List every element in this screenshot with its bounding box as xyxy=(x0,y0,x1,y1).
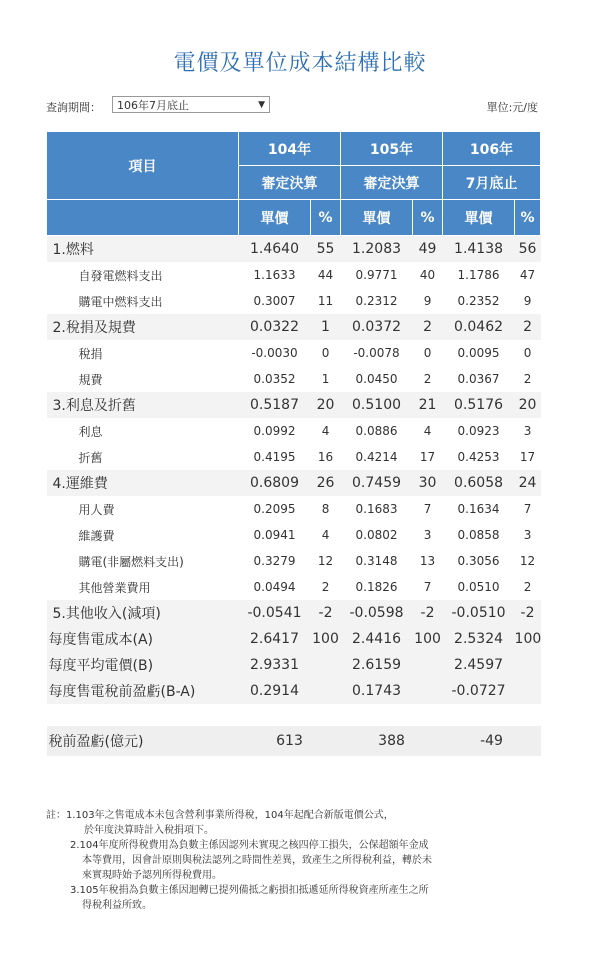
unit-price-cell: 0.0352 xyxy=(239,366,311,392)
header-pct: % xyxy=(515,200,541,236)
page-title: 電價及單位成本結構比較 xyxy=(173,51,427,76)
percent-cell: 7 xyxy=(413,574,443,600)
unit-price-cell: 0.5100 xyxy=(341,392,413,418)
percent-cell: 17 xyxy=(413,444,443,470)
percent-cell: 3 xyxy=(515,522,541,548)
row-label: 規費 xyxy=(47,366,239,392)
note-line: 3.105年稅捐為負數主係因迴轉已提列備抵之虧損扣抵遞延所得稅資產所產生之所 xyxy=(70,885,429,896)
unit-price-cell: 1.4640 xyxy=(239,236,311,263)
unit-price-cell: 2.5324 xyxy=(443,626,515,652)
note-line: 於年度決算時計入稅捐項下。 xyxy=(84,825,214,836)
table-row xyxy=(47,600,541,626)
percent-cell: 3 xyxy=(413,522,443,548)
unit-price-cell: -0.0030 xyxy=(239,340,311,366)
percent-cell: 100 xyxy=(311,626,341,652)
row-label: 維護費 xyxy=(47,522,239,548)
table-subrow xyxy=(47,444,541,470)
unit-price-cell: 1.1786 xyxy=(443,262,515,288)
percent-cell: 1 xyxy=(311,314,341,340)
unit-price-cell: 1.2083 xyxy=(341,236,413,263)
unit-price-cell: 0.2352 xyxy=(443,288,515,314)
percent-cell: 100 xyxy=(413,626,443,652)
row-label: 利息 xyxy=(47,418,239,444)
unit-price-cell: 2.6417 xyxy=(239,626,311,652)
unit-price-cell: 0.5187 xyxy=(239,392,311,418)
profit-value-104: 613 xyxy=(239,726,341,756)
percent-cell: 100 xyxy=(515,626,541,652)
percent-cell: 4 xyxy=(311,418,341,444)
unit-price-cell: -0.0078 xyxy=(341,340,413,366)
percent-cell: 2 xyxy=(311,574,341,600)
percent-cell: 17 xyxy=(515,444,541,470)
row-label: 2.稅捐及規費 xyxy=(47,314,239,340)
percent-cell: 44 xyxy=(311,262,341,288)
header-price: 單價 xyxy=(239,200,311,236)
percent-cell: 2 xyxy=(515,366,541,392)
percent-cell: 12 xyxy=(311,548,341,574)
percent-cell: 20 xyxy=(311,392,341,418)
unit-price-cell: 0.7459 xyxy=(341,470,413,496)
unit-price-cell: 0.0322 xyxy=(239,314,311,340)
unit-price-cell: 0.3056 xyxy=(443,548,515,574)
header-year-105: 105年 xyxy=(341,132,443,166)
percent-cell: 2 xyxy=(515,314,541,340)
unit-price-cell: -0.0598 xyxy=(341,600,413,626)
unit-price-cell: 0.0367 xyxy=(443,366,515,392)
percent-cell xyxy=(515,678,541,704)
unit-price-cell: 2.4416 xyxy=(341,626,413,652)
percent-cell: 47 xyxy=(515,262,541,288)
profit-label: 稅前盈虧(億元) xyxy=(47,726,239,756)
notes-prefix: 註： xyxy=(46,810,66,821)
unit-price-cell: 0.6058 xyxy=(443,470,515,496)
header-pct: % xyxy=(311,200,341,236)
unit-price-cell: 1.1633 xyxy=(239,262,311,288)
percent-cell xyxy=(413,678,443,704)
table-subrow xyxy=(47,262,541,288)
percent-cell: -2 xyxy=(311,600,341,626)
percent-cell: 11 xyxy=(311,288,341,314)
table-row xyxy=(47,314,541,340)
profit-row xyxy=(47,726,541,756)
percent-cell: 49 xyxy=(413,236,443,263)
percent-cell: 55 xyxy=(311,236,341,263)
unit-price-cell: 0.4195 xyxy=(239,444,311,470)
percent-cell: 13 xyxy=(413,548,443,574)
header-price: 單價 xyxy=(341,200,413,236)
percent-cell xyxy=(311,652,341,678)
table-summary-row xyxy=(47,678,541,704)
unit-price-cell: 0.0941 xyxy=(239,522,311,548)
unit-price-cell: 0.5176 xyxy=(443,392,515,418)
row-label: 1.燃料 xyxy=(47,236,239,263)
percent-cell: 8 xyxy=(311,496,341,522)
table-subrow xyxy=(47,288,541,314)
unit-price-cell: -0.0510 xyxy=(443,600,515,626)
percent-cell: 0 xyxy=(413,340,443,366)
percent-cell: 0 xyxy=(515,340,541,366)
unit-price-cell: 0.3007 xyxy=(239,288,311,314)
table-subrow xyxy=(47,496,541,522)
unit-price-cell: 0.2914 xyxy=(239,678,311,704)
row-label: 購電中燃料支出 xyxy=(47,288,239,314)
note-line: 來實現時始予認列所得稅費用。 xyxy=(82,870,222,881)
unit-price-cell: 0.0992 xyxy=(239,418,311,444)
table-row xyxy=(47,236,541,263)
unit-price-cell: 0.0886 xyxy=(341,418,413,444)
percent-cell: 4 xyxy=(311,522,341,548)
row-label: 用人費 xyxy=(47,496,239,522)
row-label: 折舊 xyxy=(47,444,239,470)
table-row xyxy=(47,392,541,418)
unit-price-cell: 0.0494 xyxy=(239,574,311,600)
header-price: 單價 xyxy=(443,200,515,236)
table-summary-row xyxy=(47,652,541,678)
spacer-row xyxy=(47,704,541,726)
unit-price-cell: 0.0095 xyxy=(443,340,515,366)
percent-cell: 1 xyxy=(311,366,341,392)
percent-cell: 12 xyxy=(515,548,541,574)
table-subrow xyxy=(47,522,541,548)
percent-cell: 16 xyxy=(311,444,341,470)
note-line: 1.103年之售電成本未包含營利事業所得稅，104年起配合新版電價公式， xyxy=(66,810,394,821)
table-subrow xyxy=(47,418,541,444)
unit-price-cell: 1.4138 xyxy=(443,236,515,263)
unit-price-cell: 0.2095 xyxy=(239,496,311,522)
percent-cell: 20 xyxy=(515,392,541,418)
query-bar xyxy=(46,96,546,116)
row-label: 每度售電稅前盈虧(B-A) xyxy=(47,678,239,704)
percent-cell: 9 xyxy=(515,288,541,314)
table-summary-row xyxy=(47,626,541,652)
unit-price-cell: 2.9331 xyxy=(239,652,311,678)
period-select-value: 106年7月底止 xyxy=(117,99,189,112)
percent-cell: 9 xyxy=(413,288,443,314)
unit-price-cell: 0.9771 xyxy=(341,262,413,288)
percent-cell: 21 xyxy=(413,392,443,418)
unit-price-cell: 0.1634 xyxy=(443,496,515,522)
percent-cell: 56 xyxy=(515,236,541,263)
profit-value-105: 388 xyxy=(341,726,443,756)
percent-cell: 3 xyxy=(515,418,541,444)
header-year-104: 104年 xyxy=(239,132,341,166)
header-pct: % xyxy=(413,200,443,236)
header-sub-104: 審定決算 xyxy=(239,166,341,200)
period-select[interactable] xyxy=(112,96,270,113)
header-item: 項目 xyxy=(47,132,239,200)
row-label: 5.其他收入(減項) xyxy=(47,600,239,626)
table-subrow xyxy=(47,574,541,600)
percent-cell: 2 xyxy=(515,574,541,600)
unit-label: 單位:元/度 xyxy=(486,101,538,114)
unit-price-cell: 0.0802 xyxy=(341,522,413,548)
table-row xyxy=(47,470,541,496)
header-year-106: 106年 xyxy=(443,132,541,166)
query-period-label: 查詢期間： xyxy=(46,101,101,114)
unit-price-cell: 0.4214 xyxy=(341,444,413,470)
unit-price-cell: 0.0923 xyxy=(443,418,515,444)
percent-cell: 7 xyxy=(515,496,541,522)
header-sub-106: 7月底止 xyxy=(443,166,541,200)
percent-cell xyxy=(311,678,341,704)
unit-price-cell: 0.0372 xyxy=(341,314,413,340)
dropdown-arrow-icon: ▼ xyxy=(258,100,265,110)
note-line: 本等費用，因會計原則與稅法認列之時間性差異，致產生之所得稅利益，轉於未 xyxy=(82,855,432,866)
header-sub-105: 審定決算 xyxy=(341,166,443,200)
unit-price-cell: -0.0541 xyxy=(239,600,311,626)
unit-price-cell: 0.3148 xyxy=(341,548,413,574)
percent-cell: -2 xyxy=(515,600,541,626)
profit-value-106: -49 xyxy=(443,726,541,756)
unit-price-cell: 0.1683 xyxy=(341,496,413,522)
table-subrow xyxy=(47,366,541,392)
unit-price-cell: 0.0858 xyxy=(443,522,515,548)
table-subrow xyxy=(47,340,541,366)
unit-price-cell: 0.4253 xyxy=(443,444,515,470)
percent-cell: 2 xyxy=(413,366,443,392)
unit-price-cell: 0.2312 xyxy=(341,288,413,314)
row-label: 每度平均電價(B) xyxy=(47,652,239,678)
row-label: 3.利息及折舊 xyxy=(47,392,239,418)
percent-cell: 7 xyxy=(413,496,443,522)
unit-price-cell: -0.0727 xyxy=(443,678,515,704)
percent-cell: -2 xyxy=(413,600,443,626)
unit-price-cell: 0.0510 xyxy=(443,574,515,600)
unit-price-cell: 2.6159 xyxy=(341,652,413,678)
unit-price-cell: 0.1826 xyxy=(341,574,413,600)
row-label: 購電(非屬燃料支出) xyxy=(47,548,239,574)
percent-cell: 4 xyxy=(413,418,443,444)
note-line: 2.104年度所得稅費用為負數主係因認列未實現之核四停工損失，公保超額年金成 xyxy=(70,840,429,851)
row-label: 每度售電成本(A) xyxy=(47,626,239,652)
percent-cell: 24 xyxy=(515,470,541,496)
row-label: 4.運維費 xyxy=(47,470,239,496)
footnotes xyxy=(46,808,546,913)
row-label: 稅捐 xyxy=(47,340,239,366)
table-subrow xyxy=(47,548,541,574)
percent-cell: 26 xyxy=(311,470,341,496)
unit-price-cell: 0.1743 xyxy=(341,678,413,704)
percent-cell xyxy=(515,652,541,678)
row-label: 其他營業費用 xyxy=(47,574,239,600)
cost-structure-table xyxy=(46,131,541,756)
row-label: 自發電燃料支出 xyxy=(47,262,239,288)
unit-price-cell: 0.0462 xyxy=(443,314,515,340)
percent-cell: 30 xyxy=(413,470,443,496)
unit-price-cell: 0.0450 xyxy=(341,366,413,392)
unit-price-cell: 0.6809 xyxy=(239,470,311,496)
unit-price-cell: 2.4597 xyxy=(443,652,515,678)
percent-cell: 2 xyxy=(413,314,443,340)
percent-cell: 40 xyxy=(413,262,443,288)
percent-cell: 0 xyxy=(311,340,341,366)
note-line: 得稅利益所致。 xyxy=(82,900,152,911)
percent-cell xyxy=(413,652,443,678)
unit-price-cell: 0.3279 xyxy=(239,548,311,574)
